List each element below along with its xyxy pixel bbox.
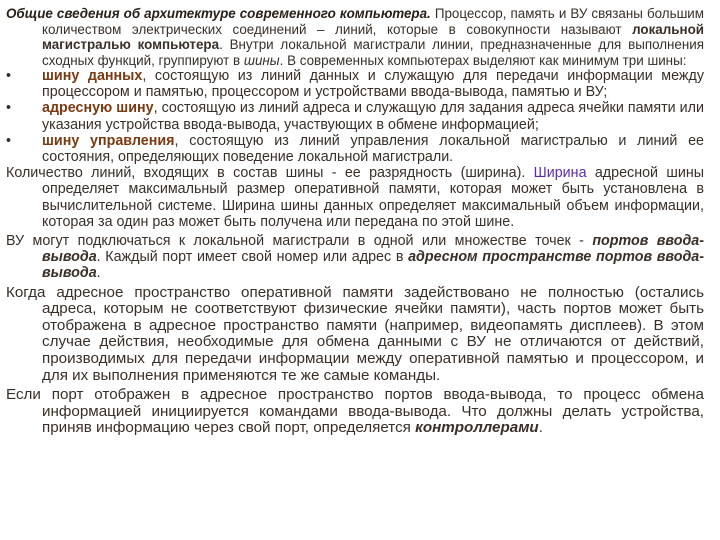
- term-address-bus: адресную шину: [42, 100, 154, 117]
- intro-text-3: . В современных компьютерах выделяют как минимум три шины:: [279, 52, 687, 68]
- intro-text-2: . Внутри локальной магистрали линии, предназначенные для выполнения сходных функций, группируют в: [42, 37, 704, 68]
- controllers-text-1: Если порт отображен в адресное пространство портов ввода-вывода, то процесс обмена информацией инициируется командами ввода-вывода. Что должны делать устройства, приняв информацию через свой порт, определяется: [6, 386, 704, 437]
- term-width: Ширина: [533, 165, 587, 182]
- bullet-marker: •: [6, 132, 12, 149]
- list-item: [6, 100, 704, 132]
- bullet-marker: •: [6, 100, 12, 117]
- ports-text-2: . Каждый порт имеет свой номер или адрес в: [96, 249, 409, 266]
- ports-paragraph: [6, 233, 704, 282]
- ports-text-3: .: [96, 265, 101, 282]
- list-item-text: , состоящую из линий данных и служащую для передачи информации между процессором и памятью, процессором и устройствами ввода-вывода, памятью и ВУ;: [42, 68, 704, 101]
- list-item-text: , состоящую из линий управления локальной магистралью и линий ее состояния, определяющих поведение локальной магистрали.: [42, 132, 705, 166]
- term-control-bus: шину управления: [42, 132, 175, 149]
- list-item: [6, 133, 704, 165]
- list-item-text: , состоящую из линий адреса и служащую для задания адреса ячейки памяти или указания устройства ввода-вывода, участвующих в обмене информацией;: [42, 100, 704, 133]
- bus-width-text-2: адресной шины определяет максимальный размер оперативной памяти, которая может быть установлена в вычислительной системе. Ширина шины данных определяет максимальный объем информации, которая за один раз может быть получена или передана по этой шине.: [42, 165, 704, 230]
- term-local-bus: локальной магистралью компьютера: [42, 21, 704, 52]
- list-item: [6, 68, 704, 100]
- bus-width-text-1: Количество линий, входящих в состав шины - ее разрядность (ширина).: [6, 165, 534, 182]
- ports-text-1: ВУ могут подключаться к локальной магистрали в одной или множестве точек -: [6, 233, 593, 250]
- memory-mapped-paragraph: Когда адресное пространство оперативной памяти задействовано не полностью (остались адреса, которым не соответствуют физические ячейки памяти), часть портов может быть отображена в адресное пространство памяти (например, видеопамять дисплеев). В этом случае действия, необходимые для обмена данными с ВУ не отличаются от действий, производимых для передачи информации между оперативной памятью и процессором, и для их выполнения применяются те же самые команды.: [6, 283, 704, 384]
- intro-paragraph: [6, 6, 704, 68]
- term-io-ports: портов ввода-вывода: [42, 233, 704, 266]
- bus-list: [6, 68, 704, 165]
- controllers-paragraph: [6, 387, 704, 437]
- bus-width-paragraph: [6, 165, 704, 230]
- term-buses: шины: [243, 52, 280, 68]
- controllers-text-2: .: [538, 419, 543, 437]
- intro-text-1: Процессор, память и ВУ связаны большим количеством электрических соединений – линий, которые в совокупности называют: [42, 6, 704, 37]
- section-title: Общие сведения об архитектуре современного компьютера.: [6, 6, 431, 21]
- term-controllers: контроллерами: [415, 419, 539, 437]
- term-data-bus: шину данных: [42, 68, 143, 84]
- bullet-marker: •: [6, 68, 12, 84]
- term-io-address-space: адресном пространстве портов ввода-вывода: [42, 249, 704, 282]
